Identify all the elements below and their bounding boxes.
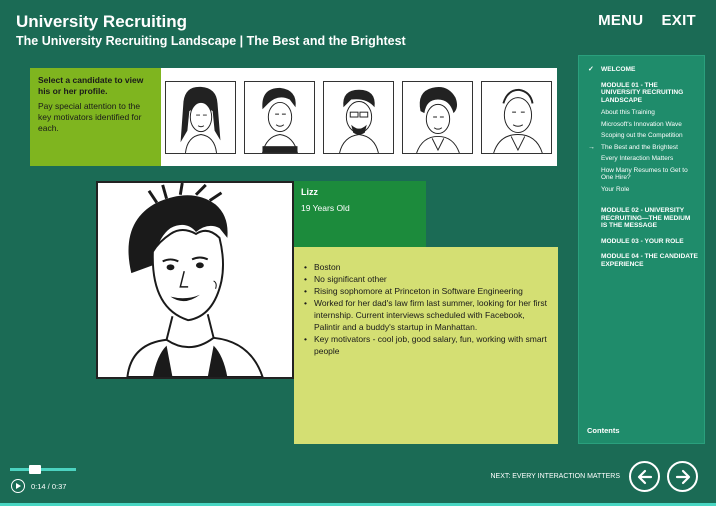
next-topic-label: NEXT: EVERY INTERACTION MATTERS: [490, 473, 620, 480]
playback-time: 0:14 / 0:37: [31, 482, 67, 491]
instructions-text: Pay special attention to the key motivators identified for each.: [38, 101, 142, 133]
instructions-heading: Select a candidate to view his or her profile.: [38, 75, 144, 96]
menu-item-every-interaction[interactable]: [587, 155, 698, 163]
exit-button[interactable]: EXIT: [661, 12, 696, 29]
menu-item-module-03[interactable]: [587, 238, 698, 246]
man-bald-portrait-icon: [482, 82, 551, 153]
course-menu-sidebar: [578, 55, 705, 444]
menu-item-label: Microsoft's Innovation Wave: [601, 120, 682, 128]
detail-item: • Worked for her dad's law firm last summer, looking for her first internship. Current interviews scheduled with Facebook, Palintir and a buddy's startup in Manhattan.: [304, 297, 548, 333]
detail-item: • Rising sophomore at Princeton in Software Engineering: [304, 285, 548, 297]
menu-item-innovation-wave[interactable]: [587, 121, 698, 129]
menu-item-label: WELCOME: [601, 66, 636, 73]
menu-item-welcome[interactable]: [587, 66, 698, 74]
details-list: [304, 261, 548, 357]
detail-item: • Boston: [304, 261, 548, 273]
menu-item-label: Scoping out the Competition: [601, 132, 683, 139]
menu-item-label: MODULE 02 - UNIVERSITY RECRUITING—THE MEDIUM IS THE MESSAGE: [601, 207, 691, 229]
candidate-name: Lizz: [301, 187, 318, 197]
candidate-age: 19 Years Old: [301, 203, 350, 213]
play-icon[interactable]: [11, 479, 25, 493]
page-subtitle: The University Recruiting Landscape | The Best and the Brightest: [16, 34, 406, 48]
menu-item-best-brightest[interactable]: [587, 144, 698, 152]
progress-thumb[interactable]: [29, 465, 41, 474]
candidate-thumb-2[interactable]: [244, 81, 315, 154]
arrow-right-icon: [674, 468, 692, 486]
candidate-thumbnails: [165, 81, 552, 154]
candidate-thumb-5[interactable]: [481, 81, 552, 154]
menu-item-label: Every Interaction Matters: [601, 155, 674, 162]
candidate-thumb-3[interactable]: [323, 81, 394, 154]
candidate-name-card: [294, 181, 426, 247]
candidate-details: [294, 247, 558, 444]
arrow-right-icon: →: [588, 143, 595, 151]
menu-item-label: MODULE 04 - THE CANDIDATE EXPERIENCE: [601, 253, 698, 268]
candidate-thumb-1[interactable]: [165, 81, 236, 154]
top-navigation: [598, 12, 696, 29]
previous-button[interactable]: [629, 461, 660, 492]
menu-item-label: About this Training: [601, 109, 655, 116]
woman-long-hair-portrait-icon: [166, 82, 235, 153]
man-glasses-portrait-icon: [324, 82, 393, 153]
menu-item-label: MODULE 03 - YOUR ROLE: [601, 237, 684, 245]
woman-short-hair-portrait-icon: [245, 82, 314, 153]
menu-item-how-many-resumes[interactable]: [587, 167, 698, 182]
man-curly-hair-portrait-icon: [403, 82, 472, 153]
candidate-thumb-4[interactable]: [402, 81, 473, 154]
menu-item-scoping-competition[interactable]: [587, 132, 698, 140]
menu-item-module-04[interactable]: [587, 253, 698, 268]
menu-item-module-01[interactable]: [587, 82, 698, 105]
menu-button[interactable]: MENU: [598, 12, 644, 29]
next-button[interactable]: [667, 461, 698, 492]
arrow-left-icon: [636, 468, 654, 486]
candidate-portrait: [96, 181, 294, 379]
menu-item-label: The Best and the Brightest: [601, 143, 678, 151]
menu-item-your-role[interactable]: [587, 186, 698, 194]
menu-item-label: MODULE 01 - THE UNIVERSITY RECRUITING LANDSCAPE: [601, 81, 684, 104]
instructions-panel: [30, 68, 161, 166]
detail-item: • Key motivators - cool job, good salary, fun, working with smart people: [304, 333, 548, 357]
menu-item-label: How Many Resumes to Get to One Hire?: [601, 166, 688, 181]
menu-item-module-02[interactable]: [587, 207, 698, 230]
menu-item-about-training[interactable]: [587, 109, 698, 117]
menu-item-label: Your Role: [601, 185, 630, 193]
course-title: University Recruiting: [16, 12, 187, 31]
progress-track[interactable]: [10, 468, 76, 471]
detail-item: • No significant other: [304, 273, 548, 285]
candidate-strip: [30, 68, 557, 166]
woman-short-hair-portrait-icon: [98, 183, 292, 377]
checkmark-icon: ✓: [588, 66, 594, 73]
contents-link[interactable]: Contents: [587, 426, 620, 435]
